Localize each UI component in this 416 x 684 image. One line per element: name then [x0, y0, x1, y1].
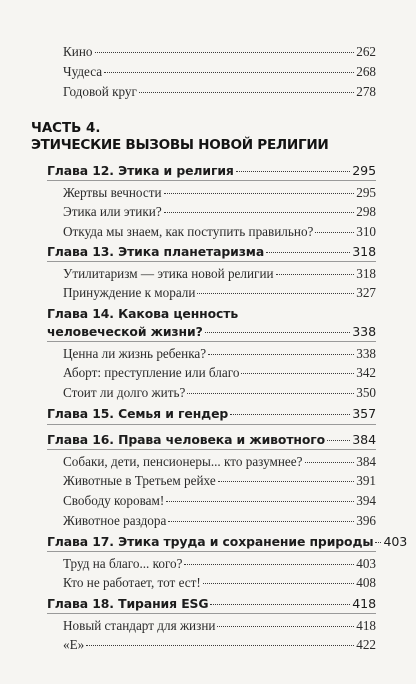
toc-entry-title: Животные в Третьем рейхе [63, 473, 216, 488]
toc-entry-title: «Е» [63, 637, 85, 652]
dot-leader [210, 604, 350, 605]
toc-entry-page: 350 [356, 385, 376, 400]
divider [47, 449, 376, 450]
toc-entry-page: 310 [356, 224, 376, 239]
chapter-page: 318 [352, 244, 376, 259]
toc-entry-page: 391 [356, 473, 376, 488]
dot-leader [208, 354, 354, 355]
toc-entry-title: Жертвы вечности [63, 185, 162, 200]
dot-leader [305, 462, 355, 463]
toc-entry[interactable] [63, 556, 376, 572]
toc-entry-title: Этика или этики? [63, 204, 162, 219]
toc-entry-title: Собаки, дети, пенсионеры... кто разумнее? [63, 454, 303, 469]
dot-leader [164, 212, 355, 213]
dot-leader [241, 373, 354, 374]
toc-entry-title: Животное раздора [63, 513, 167, 528]
dot-leader [139, 92, 354, 93]
chapter-entry[interactable] [47, 406, 376, 421]
dot-leader [218, 481, 355, 482]
toc-entry[interactable] [63, 285, 376, 301]
divider [47, 551, 376, 552]
toc-entry[interactable] [63, 64, 376, 80]
toc-entry-page: 394 [356, 493, 376, 508]
toc-entry[interactable] [63, 44, 376, 60]
dot-leader [205, 332, 351, 333]
chapter-entry[interactable] [47, 163, 376, 178]
toc-entry-title: Аборт: преступление или благо [63, 365, 240, 380]
toc-entry[interactable] [63, 513, 376, 529]
chapter-title: человеческой жизни? [47, 324, 203, 339]
dot-leader [184, 564, 354, 565]
part-title: ЭТИЧЕСКИЕ ВЫЗОВЫ НОВОЙ РЕЛИГИИ [31, 137, 329, 153]
toc-entry[interactable] [63, 493, 376, 509]
chapter-entry[interactable] [47, 596, 376, 611]
dot-leader [266, 252, 350, 253]
chapter-entry[interactable] [47, 244, 376, 259]
dot-leader [187, 393, 354, 394]
toc-entry-page: 262 [356, 44, 376, 59]
chapter-page: 295 [352, 163, 376, 178]
toc-entry-page: 327 [356, 285, 376, 300]
dot-leader [327, 440, 350, 441]
chapter-title: Глава 13. Этика планетаризма [47, 244, 265, 259]
divider [47, 180, 376, 181]
chapter-title: Глава 18. Тирания ESG [47, 596, 209, 611]
chapter-entry[interactable] [47, 324, 376, 339]
toc-entry-title: Принуждение к морали [63, 285, 196, 300]
toc-entry-page: 384 [356, 454, 376, 469]
toc-entry-title: Откуда мы знаем, как поступить правильно? [63, 224, 314, 239]
toc-entry-page: 295 [356, 185, 376, 200]
divider [47, 261, 376, 262]
toc-entry-page: 318 [356, 266, 376, 281]
dot-leader [86, 645, 354, 646]
toc-entry-page: 403 [356, 556, 376, 571]
toc-entry-title: Новый стандарт для жизни [63, 618, 216, 633]
chapter-title: Глава 16. Права человека и животного [47, 432, 326, 447]
dot-leader [236, 171, 350, 172]
toc-entry-page: 396 [356, 513, 376, 528]
toc-entry-title: Кто не работает, тот ест! [63, 575, 201, 590]
toc-entry-page: 418 [356, 618, 376, 633]
chapter-title-line1[interactable]: Глава 14. Какова ценность [47, 306, 239, 321]
toc-entry[interactable] [63, 224, 376, 240]
toc-entry-page: 422 [356, 637, 376, 652]
toc-entry[interactable] [63, 454, 376, 470]
chapter-entry[interactable] [47, 534, 408, 549]
chapter-page: 403 [383, 534, 408, 549]
chapter-page: 338 [352, 324, 376, 339]
toc-entry-page: 342 [356, 365, 376, 380]
dot-leader [375, 542, 381, 543]
divider [47, 341, 376, 342]
toc-entry[interactable] [63, 618, 376, 634]
toc-entry-title: Годовой круг [63, 84, 137, 99]
dot-leader [276, 274, 355, 275]
toc-entry-page: 408 [356, 575, 376, 590]
chapter-page: 384 [352, 432, 376, 447]
chapter-entry[interactable] [47, 432, 376, 447]
dot-leader [217, 626, 354, 627]
toc-entry[interactable] [63, 385, 376, 401]
chapter-page: 357 [352, 406, 376, 421]
toc-entry[interactable] [63, 365, 376, 381]
toc-entry-title: Кино [63, 44, 93, 59]
toc-entry-title: Чудеса [63, 64, 103, 79]
dot-leader [197, 293, 354, 294]
toc-entry[interactable] [63, 204, 376, 220]
toc-entry-page: 338 [356, 346, 376, 361]
chapter-page: 418 [352, 596, 376, 611]
toc-entry[interactable] [63, 473, 376, 489]
toc-entry-title: Ценна ли жизнь ребенка? [63, 346, 207, 361]
dot-leader [315, 232, 354, 233]
toc-entry[interactable] [63, 575, 376, 591]
toc-entry-title: Утилитаризм — этика новой религии [63, 266, 274, 281]
dot-leader [104, 72, 354, 73]
dot-leader [203, 583, 354, 584]
toc-entry-title: Свободу коровам! [63, 493, 165, 508]
dot-leader [168, 521, 354, 522]
dot-leader [95, 52, 355, 53]
dot-leader [164, 193, 355, 194]
dot-leader [166, 501, 354, 502]
dot-leader [230, 414, 350, 415]
toc-entry-title: Труд на благо... кого? [63, 556, 183, 571]
part-label: ЧАСТЬ 4. [31, 121, 101, 136]
divider [47, 424, 376, 425]
toc-entry-page: 278 [356, 84, 376, 99]
chapter-title: Глава 12. Этика и религия [47, 163, 234, 178]
toc-entry-page: 298 [356, 204, 376, 219]
toc-entry-title: Стоит ли долго жить? [63, 385, 186, 400]
toc-entry[interactable] [63, 84, 376, 100]
chapter-title: Глава 17. Этика труда и сохранение природы [47, 534, 374, 549]
divider [47, 613, 376, 614]
toc-entry[interactable] [63, 185, 376, 201]
chapter-title: Глава 15. Семья и гендер [47, 406, 229, 421]
toc-entry[interactable] [63, 266, 376, 282]
toc-entry-page: 268 [356, 64, 376, 79]
toc-entry[interactable] [63, 637, 376, 653]
toc-entry[interactable] [63, 346, 376, 362]
